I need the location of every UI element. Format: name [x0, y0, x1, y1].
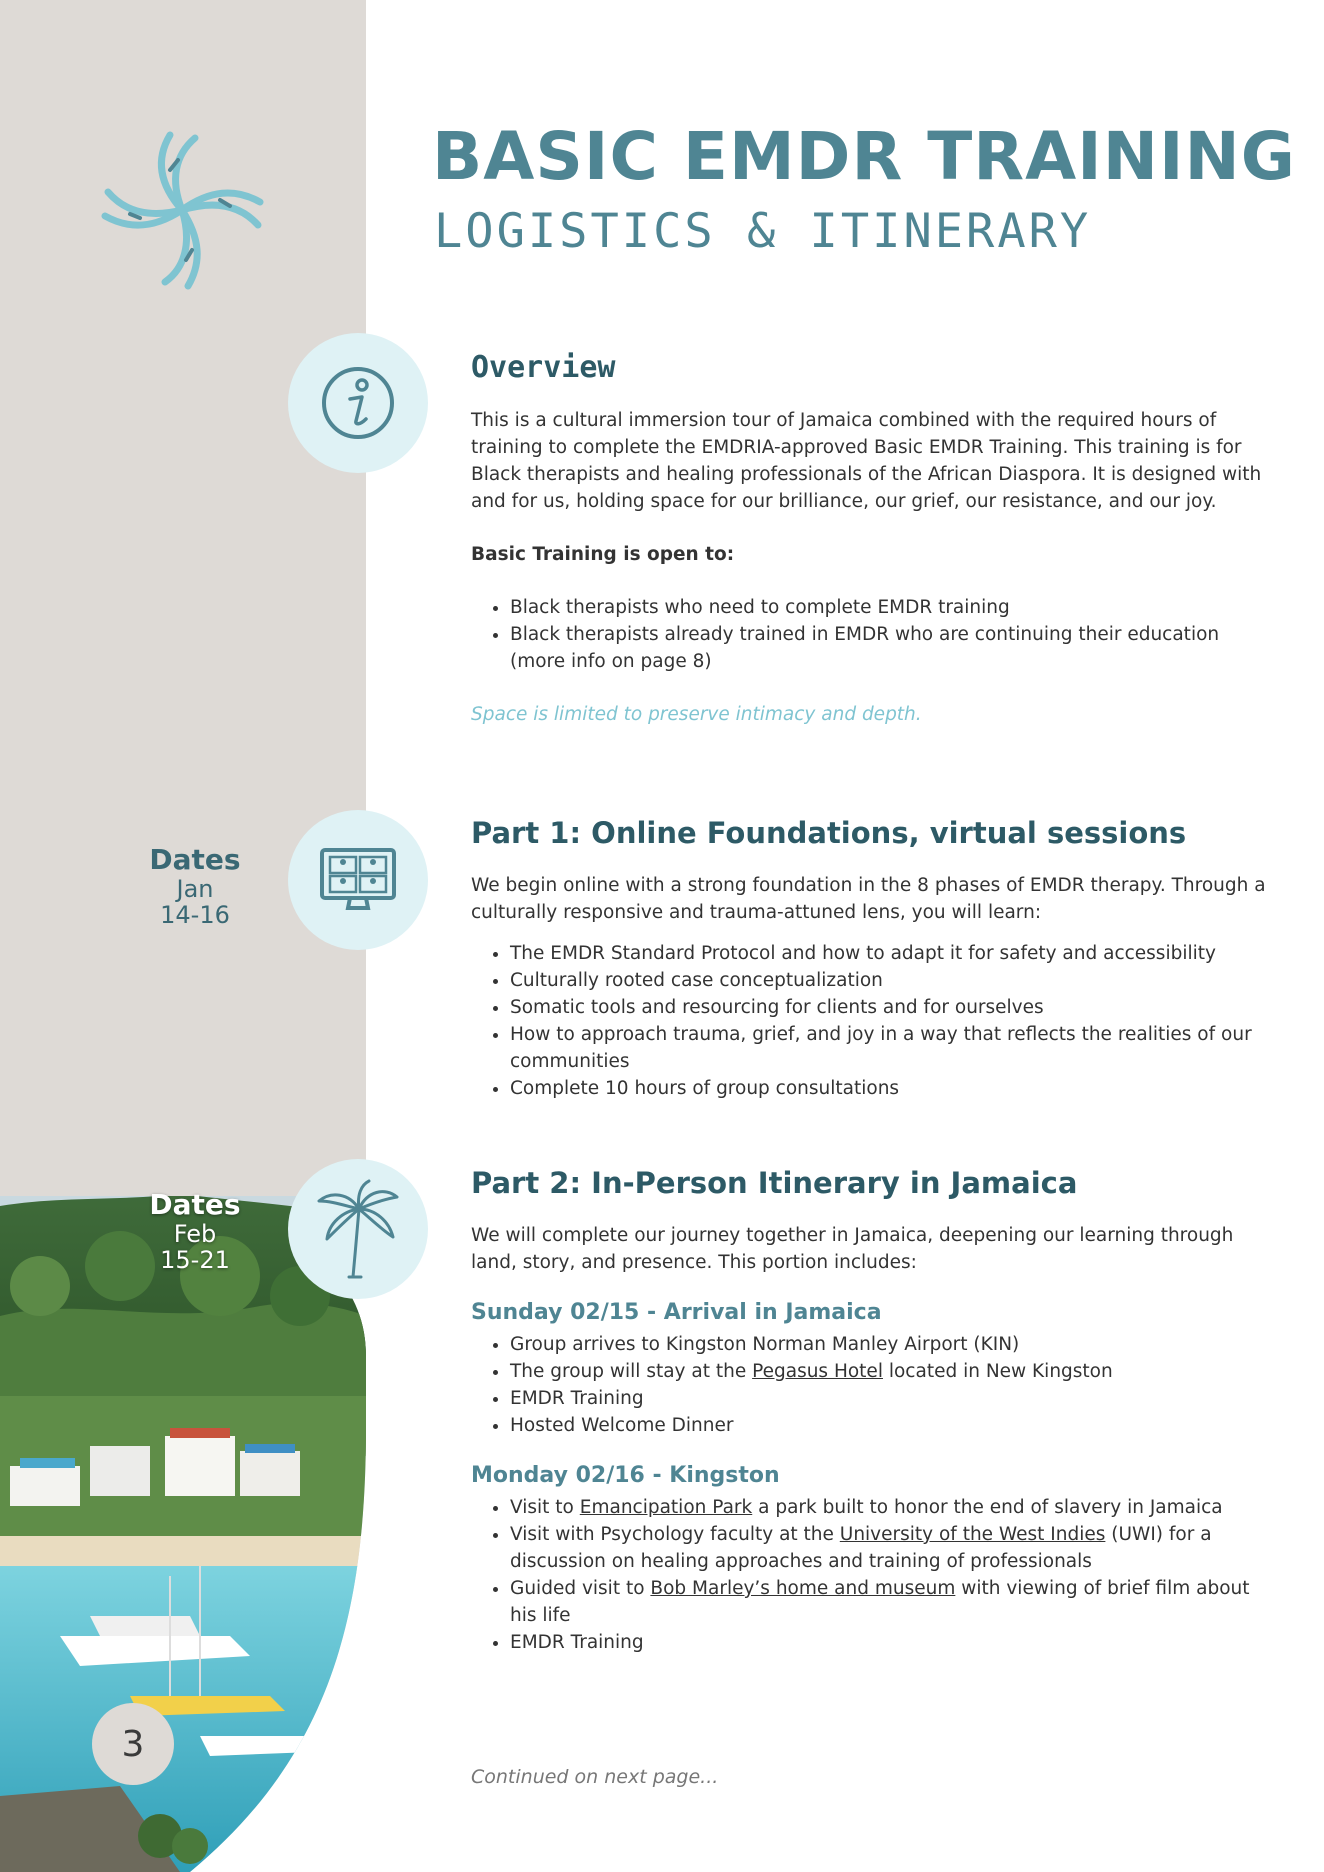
list-item: • Hosted Welcome Dinner [510, 1412, 1271, 1439]
part2-dates [105, 1188, 285, 1273]
dates-month: Feb [173, 1220, 217, 1248]
part1-section [471, 816, 1271, 1102]
overview-heading: Overview [471, 350, 616, 385]
uwi-link[interactable]: University of the West Indies [839, 1524, 1106, 1545]
list-item [510, 1494, 1271, 1521]
dates-label: Dates [149, 843, 241, 876]
list-item: • Culturally rooted case conceptualization [510, 967, 1271, 994]
dates-range: 15-21 [160, 1246, 230, 1274]
page-number: 3 [92, 1703, 174, 1785]
overview-icon-circle [288, 333, 428, 473]
part2-heading: Part 2: In-Person Itinerary in Jamaica [471, 1166, 1078, 1200]
list-item-text: The group will stay at the [510, 1361, 753, 1382]
bob-marley-museum-link[interactable]: Bob Marley’s home and museum [650, 1578, 956, 1599]
palm-tree-icon [313, 1179, 403, 1279]
jamaica-coast-photo [0, 1196, 366, 1872]
part2-section [471, 1166, 1271, 1656]
emdr-logo-icon [100, 130, 265, 290]
list-item: • How to approach trauma, grief, and joy in a way that reflects the realities of our communities [510, 1021, 1271, 1075]
dates-month: Jan [176, 875, 214, 903]
sunday-heading: Sunday 02/15 - Arrival in Jamaica [471, 1300, 882, 1325]
open-to-label: Basic Training is open to: [471, 544, 735, 565]
monday-heading: Monday 02/16 - Kingston [471, 1463, 780, 1488]
sunday-list [471, 1331, 1271, 1439]
overview-section [471, 350, 1271, 728]
list-item-text: Visit with Psychology faculty at the [510, 1524, 840, 1545]
emancipation-park-link[interactable]: Emancipation Park [579, 1497, 753, 1518]
video-conference-icon [318, 840, 398, 920]
list-item: • Complete 10 hours of group consultations [510, 1075, 1271, 1102]
list-item: • Black therapists who need to complete EMDR training [510, 594, 1271, 621]
list-item: • Somatic tools and resourcing for clients and for ourselves [510, 994, 1271, 1021]
page-subtitle: LOGISTICS & ITINERARY [434, 204, 1092, 259]
dates-label: Dates [149, 1188, 241, 1221]
part1-list [471, 940, 1271, 1102]
part2-icon-circle [288, 1159, 428, 1299]
overview-paragraph: This is a cultural immersion tour of Jamaica combined with the required hours of training to complete the EMDRIA-approved Basic EMDR Training. This training is for Black therapists and healing professionals of the African Diaspora. It is designed with and for us, holding space for our brilliance, our grief, our resistance, and our joy. [471, 410, 1262, 512]
space-limited-note: Space is limited to preserve intimacy and depth. [471, 704, 922, 725]
continued-note: Continued on next page... [471, 1766, 719, 1788]
list-item-text: with viewing of brief film about his life [510, 1578, 1250, 1626]
open-to-list [471, 594, 1271, 675]
info-icon [318, 363, 398, 443]
list-item-text: located in New Kingston [882, 1361, 1113, 1382]
list-item [510, 1521, 1271, 1575]
list-item: • The EMDR Standard Protocol and how to adapt it for safety and accessibility [510, 940, 1271, 967]
list-item: • EMDR Training [510, 1385, 1271, 1412]
monday-list [471, 1494, 1271, 1656]
list-item-text: Guided visit to [510, 1578, 651, 1599]
list-item [510, 1358, 1271, 1385]
list-item: • EMDR Training [510, 1629, 1271, 1656]
list-item-text: (UWI) for a discussion on healing approaches and training of professionals [510, 1524, 1212, 1572]
list-item [510, 1575, 1271, 1629]
part1-intro: We begin online with a strong foundation in the 8 phases of EMDR therapy. Through a culturally responsive and trauma-attuned lens, you will learn: [471, 875, 1266, 923]
part1-icon-circle [288, 810, 428, 950]
list-item: • Black therapists already trained in EMDR who are continuing their education (more info on page 8) [510, 621, 1271, 675]
list-item: • Group arrives to Kingston Norman Manley Airport (KIN) [510, 1331, 1271, 1358]
list-item-text: a park built to honor the end of slavery in Jamaica [752, 1497, 1223, 1518]
page-title: BASIC EMDR TRAINING [432, 118, 1296, 195]
list-item-text: Visit to [510, 1497, 580, 1518]
pegasus-hotel-link[interactable]: Pegasus Hotel [752, 1361, 883, 1382]
dates-range: 14-16 [160, 901, 230, 929]
part2-intro: We will complete our journey together in Jamaica, deepening our learning through land, story, and presence. This portion includes: [471, 1225, 1234, 1273]
part1-dates [105, 843, 285, 928]
part1-heading: Part 1: Online Foundations, virtual sessions [471, 816, 1187, 850]
